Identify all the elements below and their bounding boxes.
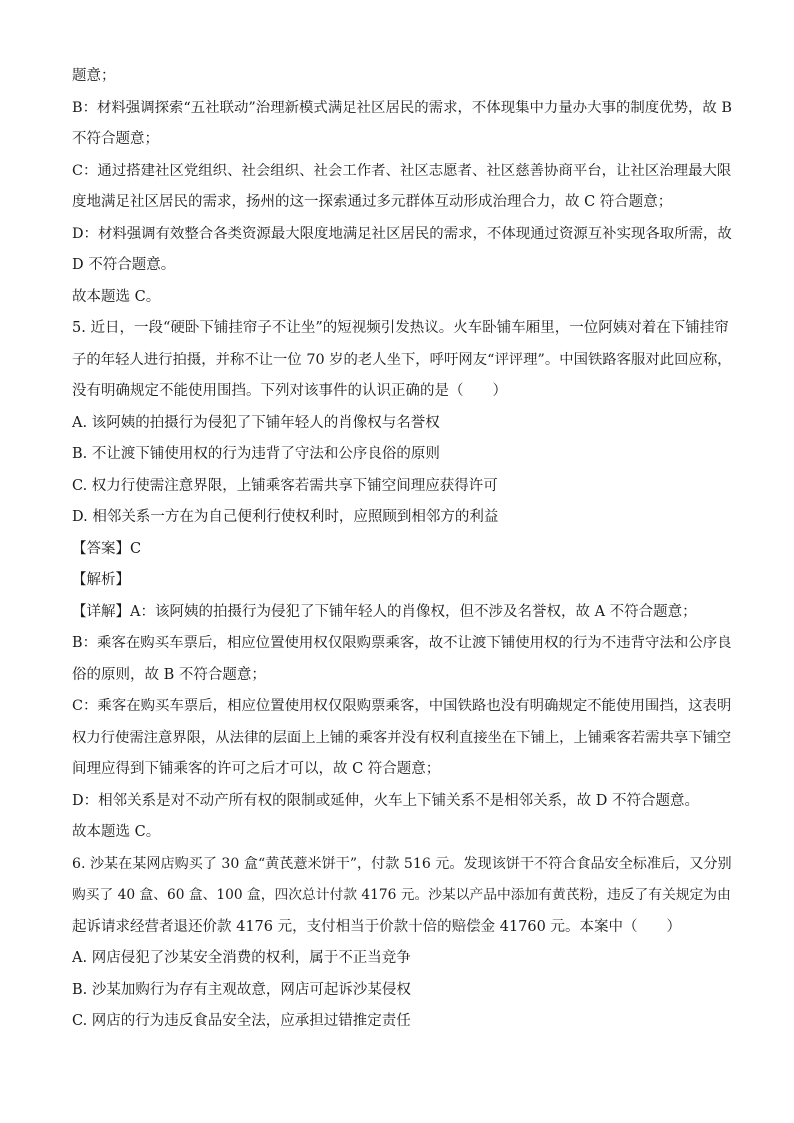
question-stem: 购买了 40 盒、60 盒、100 盒，四次总计付款 4176 元。沙某以产品中添加有黄芪粉，违反了有关规定为由 [72, 887, 731, 903]
text-line: C：通过搭建社区党组织、社会组织、社会工作者、社区志愿者、社区慈善协商平台，让社区治理最大限 [72, 163, 732, 179]
text-line: 【详解】A：该阿姨的拍摄行为侵犯了下铺年轻人的肖像权，但不涉及名誉权，故 A 不符合题意； [72, 604, 697, 620]
option-c: C. 网店的行为违反食品安全法，应承担过错推定责任 [72, 1013, 411, 1029]
text-line: 权力行使需注意界限，从法律的层面上上铺的乘客并没有权利直接坐在下铺上，上铺乘客若需共享下铺空 [72, 730, 732, 746]
option-b: B. 沙某加购行为存有主观故意，网店可起诉沙某侵权 [72, 982, 411, 998]
question-stem: 5. 近日，一段“硬卧下铺挂帘子不让坐”的短视频引发热议。火车卧铺车厢里，一位阿姨对着在下铺挂帘 [72, 320, 729, 336]
analysis-label: 【解析】 [72, 572, 130, 588]
text-line: 俗的原则，故 B 不符合题意； [72, 667, 266, 683]
question-stem: 6. 沙某在某网店购买了 30 盒“黄芪薏米饼干”，付款 516 元。发现该饼干不符合食品安全标准后，又分别 [72, 856, 732, 872]
text-line: 题意； [72, 68, 116, 84]
text-line: 故本题选 C。 [72, 824, 161, 840]
option-c: C. 权力行使需注意界限，上铺乘客若需共享下铺空间理应获得许可 [72, 478, 498, 494]
option-d: D. 相邻关系一方在为自己便利行使权利时，应照顾到相邻方的利益 [72, 509, 499, 525]
text-line: C：乘客在购买车票后，相应位置使用权仅限购票乘客，中国铁路也没有明确规定不能使用围挡，这表明 [72, 698, 732, 714]
text-line: 间理应得到下铺乘客的许可之后才可以，故 C 符合题意； [72, 761, 441, 777]
text-line: 故本题选 C。 [72, 289, 161, 305]
text-line: 不符合题意； [72, 131, 159, 147]
text-line: 度地满足社区居民的需求，扬州的这一探索通过多元群体互动形成治理合力，故 C 符合题意； [72, 194, 673, 210]
text-line: B：材料强调探索“五社联动”治理新模式满足社区居民的需求，不体现集中力量办大事的制度优势，故 B [72, 100, 732, 116]
text-line: B：乘客在购买车票后，相应位置使用权仅限购票乘客，故不让渡下铺使用权的行为不违背守法和公序良 [72, 635, 732, 651]
option-a: A. 该阿姨的拍摄行为侵犯了下铺年轻人的肖像权与名誉权 [72, 415, 440, 431]
option-b: B. 不让渡下铺使用权的行为违背了守法和公序良俗的原则 [72, 446, 440, 462]
question-stem: 子的年轻人进行拍摄，并称不让一位 70 岁的老人坐下，呼吁网友“评评理”。中国铁路客服对此回应称， [72, 352, 732, 368]
question-stem: 没有明确规定不能使用围挡。下列对该事件的认识正确的是（ ） [72, 383, 507, 399]
question-stem: 起诉请求经营者退还价款 4176 元，支付相当于价款十倍的赔偿金 41760 元。本案中（ ） [72, 919, 681, 935]
text-line: D：相邻关系是对不动产所有权的限制或延伸，火车上下铺关系不是相邻关系，故 D 不符合题意。 [72, 793, 699, 809]
text-line: D 不符合题意。 [72, 257, 176, 273]
text-line: D：材料强调有效整合各类资源最大限度地满足社区居民的需求，不体现通过资源互补实现各取所需，故 [72, 226, 732, 242]
answer-label: 【答案】C [72, 541, 142, 557]
option-a: A. 网店侵犯了沙某安全消费的权利，属于不正当竞争 [72, 950, 411, 966]
